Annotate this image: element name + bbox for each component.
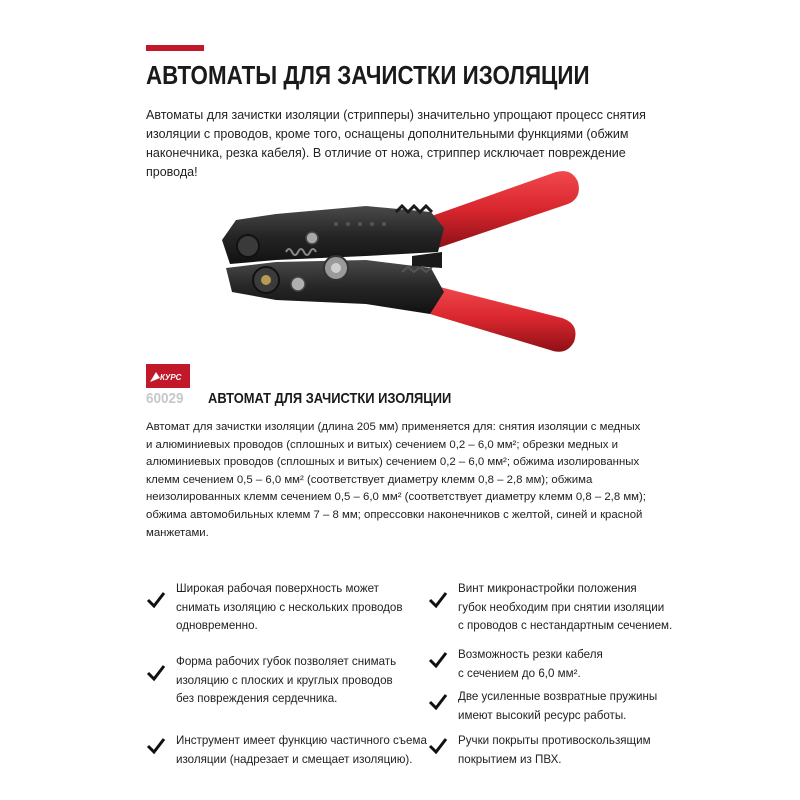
svg-text:КУРС: КУРС	[160, 373, 182, 382]
feature-text: Ручки покрыты противоскользящим покрытием из ПВХ.	[458, 734, 651, 766]
accent-bar	[146, 45, 204, 51]
feature-item	[428, 732, 651, 769]
feature-text: Форма рабочих губок позволяет снимать изоляцию с плоских и круглых проводов без повреждения сердечника.	[176, 655, 397, 705]
checkmark-icon	[146, 736, 166, 756]
checkmark-icon	[428, 736, 448, 756]
feature-item	[428, 580, 672, 636]
checkmark-icon	[428, 650, 448, 670]
intro-paragraph: Автоматы для зачистки изоляции (стрипперы) значительно упрощают процесс снятия изоляции с проводов, кроме того, оснащены дополнительными функциями (обжим наконечника, резка кабеля). В отличие от ножа, стриппер исключает повреждение провода!	[146, 108, 646, 179]
feature-item	[146, 732, 427, 769]
feature-item	[146, 653, 396, 709]
feature-text: Инструмент имеет функцию частичного съема изоляции (надрезает и смещает изоляцию).	[176, 734, 427, 766]
checkmark-icon	[146, 663, 166, 683]
feature-item	[428, 646, 603, 683]
article-code: 60029	[146, 390, 184, 407]
product-title: АВТОМАТ ДЛЯ ЗАЧИСТКИ ИЗОЛЯЦИИ	[208, 390, 452, 407]
checkmark-icon	[428, 692, 448, 712]
feature-text: Винт микронастройки положения губок необходим при снятии изоляции с проводов с нестандартным сечением.	[458, 582, 673, 632]
product-description: Автомат для зачистки изоляции (длина 205 мм) применяется для: снятия изоляции с медных и алюминиевых проводов (сплошных и витых) сечением 0,2 – 6,0 мм²; обрезки медных и алюминиевых проводов (сплошных и витых) сечением 0,2 – 6,0 мм²; обжима изолированных клемм сечением 0,5 – 6,0 мм² (соответствует диаметру клемм 0,8 – 2,8 мм); обжима неизолированных клемм сечением 0,5 – 6,0 мм² (соответствует диаметру клемм 0,8 – 2,8 мм); обжима автомобильных клемм 7 – 8 мм; опрессовки наконечников с желтой, синей и красной манжетами.	[146, 421, 646, 539]
feature-text: Широкая рабочая поверхность может снимать изоляцию с нескольких проводов одновременно.	[176, 582, 403, 632]
product-heading	[146, 390, 491, 412]
page-title: АВТОМАТЫ ДЛЯ ЗАЧИСТКИ ИЗОЛЯЦИИ	[146, 60, 590, 90]
kurs-logo	[146, 364, 190, 388]
feature-text: Возможность резки кабеля с сечением до 6,0 мм².	[458, 648, 603, 680]
wire-stripper-image	[216, 168, 596, 358]
checkmark-icon	[428, 590, 448, 610]
feature-text: Две усиленные возвратные пружины имеют высокий ресурс работы.	[458, 690, 658, 722]
checkmark-icon	[146, 590, 166, 610]
feature-item	[146, 580, 403, 636]
feature-item	[428, 688, 657, 725]
